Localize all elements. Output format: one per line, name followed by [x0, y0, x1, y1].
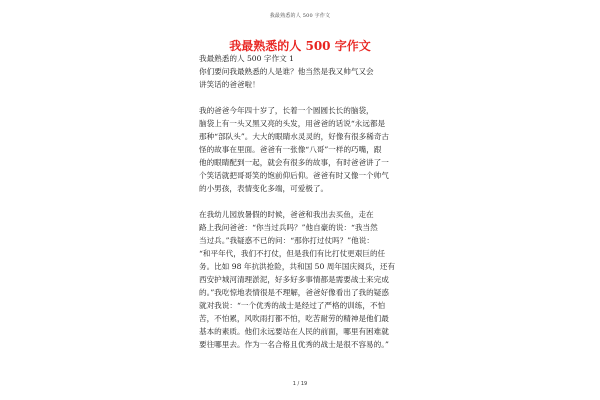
document-title: 我最熟悉的人 500 字作文: [229, 39, 371, 53]
text-line: 当过兵。”我疑惑不已的问：“那你打过仗吗？”他说：: [199, 236, 374, 245]
text-line: 我最熟悉的人 500 字作文 1: [199, 54, 294, 63]
text-line: 路上我问爸爸：“你当过兵吗？”他自豪的说：“我当然: [199, 223, 378, 232]
page-header: 我最熟悉的人 500 字作文: [269, 13, 331, 19]
text-line: 务。比如 98 年抗洪抢险，共和国 50 周年国庆阅兵，还有: [199, 262, 396, 271]
text-line: 在我幼儿园放暑假的时候，爸爸和我出去买鱼，走在: [199, 210, 374, 219]
page-number: 1 / 19: [292, 381, 308, 387]
text-line: 脑袋上有一头又黑又亮的头发，用爸爸的话说“永远都是: [199, 119, 386, 128]
text-line: “和平年代，我们不打仗，但是我们有比打仗更艰巨的任: [199, 249, 386, 258]
text-line: 怪的故事在里面。爸爸有一张像“八哥”一样的巧嘴，跟: [199, 145, 382, 154]
text-line: 他的眼睛配到一起，就会有很多的故事，有时爸爸讲了一: [199, 158, 389, 167]
article-body: [199, 52, 401, 351]
text-line: 你们要问我最熟悉的人是谁？他当然是我又帅气又会: [199, 67, 374, 76]
paragraph-gap: [199, 91, 401, 104]
text-line: 基本的素质。他们永远要站在人民的前面，哪里有困难就: [199, 327, 389, 336]
text-line: 的小男孩，表情变化多端，可爱极了。: [199, 184, 329, 193]
text-line: 苦，不怕累，风吹雨打都不怕，吃苦耐劳的精神是他们最: [199, 314, 389, 323]
text-line: 那种“部队头”。大大的眼睛水灵灵的，好像有很多稀奇古: [199, 132, 390, 141]
text-line: 我的爸爸今年四十岁了，长着一个圆圆长长的脑袋，: [199, 106, 374, 115]
text-line: 个笑话就把哥哥笑的饱前仰后仰。爸爸有时又像一个帅气: [199, 171, 389, 180]
paragraph-gap: [199, 195, 401, 208]
text-line: 西安护城河清理淤泥，好多好多事情都是需要战士来完成: [199, 275, 389, 284]
text-line: 就对我说：“一个优秀的战士是经过了严格的训练，不怕: [199, 301, 386, 310]
text-line: 要往哪里去。作为一名合格且优秀的战士是很不容易的。”: [199, 340, 389, 349]
text-line: 讲笑话的爸爸啦！: [199, 80, 260, 89]
text-line: 的。”我吃惊地表情很是不理解，爸爸好像看出了我的疑惑: [199, 288, 389, 297]
